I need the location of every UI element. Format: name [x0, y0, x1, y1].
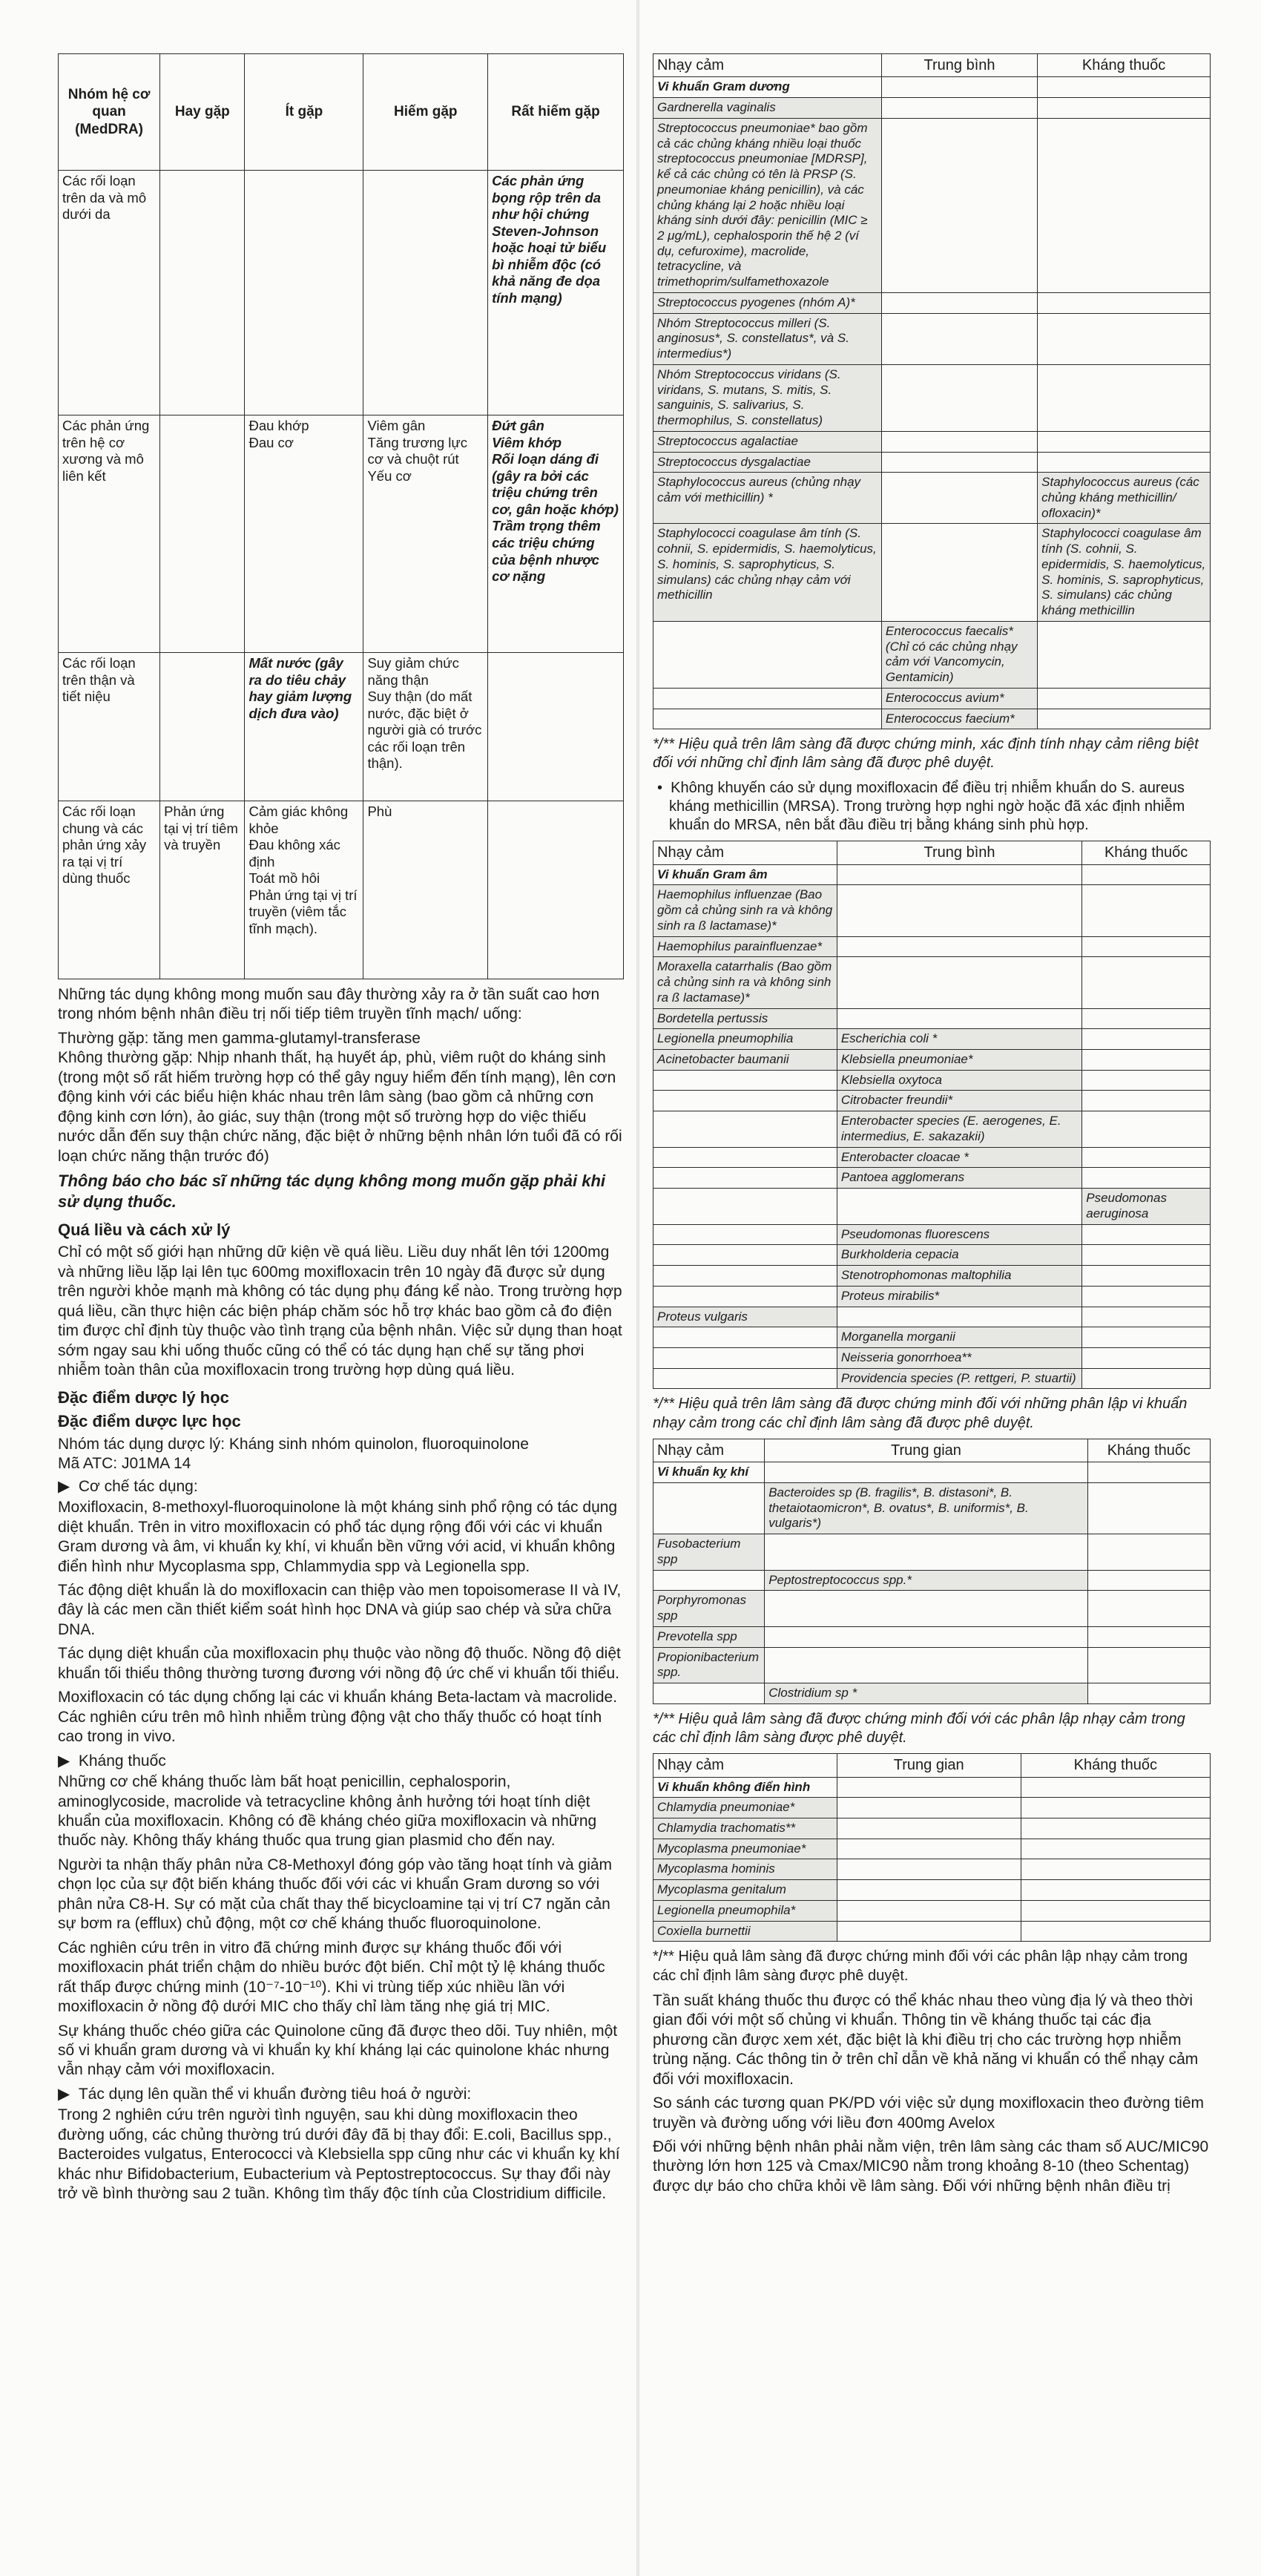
adr-cell-rare: [363, 171, 488, 415]
sus-row: [653, 885, 1211, 936]
sus-cell: Porphyromonas spp: [653, 1591, 765, 1626]
paragraph: Đối với những bệnh nhân phải nằm viện, trên lâm sàng các tham số AUC/MIC90 thường lớn hơn 125 và Cmax/MIC90 nằm trong khoảng 8-10 (theo Schentag) được dự báo cho chữa khỏi về lâm sàng. Đối với những bệnh nhân điều trị: [653, 2138, 1209, 2195]
sus-cell: [837, 1859, 1021, 1880]
sus-cell: [1082, 1286, 1211, 1307]
heading-pharmacodynamics: Đặc điểm dược lực học: [58, 1412, 241, 1431]
sus-cell: [1021, 1818, 1210, 1839]
sus-header-cell: Nhạy cảm: [653, 1439, 765, 1462]
sus-cell: [881, 452, 1037, 473]
sus-cell: [1082, 1224, 1211, 1245]
sus-cell: Burkholderia cepacia: [837, 1245, 1081, 1266]
sus-cell: [837, 1307, 1081, 1327]
sus-row: [653, 936, 1211, 957]
sus-cell: [1021, 1798, 1210, 1818]
sus-cell: [837, 1818, 1021, 1839]
sus-cell: Streptococcus pneumoniae* bao gồm cả các chủng kháng nhiều loại thuốc streptococcus pneumoniae [MDRSP], kể cả các chủng có tên là PRSP (S. pneumoniae kháng penicillin), và các chủng kháng lại 2 hoặc nhiều loại kháng sinh dưới đây: penicillin (MIC ≥ 2 μg/mL), cephalosporin thế hệ 2 (ví dụ, cefuroxime), macrolide, tetracycline, và trimethoprim/sulfamethoxazole: [653, 118, 882, 292]
sus-cell: Streptococcus dysgalactiae: [653, 452, 882, 473]
sus-cell: Pseudomonas fluorescens: [837, 1224, 1081, 1245]
sus-cell: [1082, 1049, 1211, 1070]
susceptibility-table-gram-negative: [653, 841, 1211, 1389]
sus-row: [653, 1091, 1211, 1111]
sus-cell: [653, 1347, 837, 1368]
sus-cell: Proteus vulgaris: [653, 1307, 837, 1327]
sus-row: [653, 1286, 1211, 1307]
adr-row: [59, 801, 624, 979]
adr-cell-organ: Các rối loạn trên thận và tiết niệu: [59, 653, 160, 801]
sus-cell: [881, 98, 1037, 119]
sus-cell: [837, 936, 1081, 957]
sus-row: [653, 98, 1211, 119]
sus-cell: Gardnerella vaginalis: [653, 98, 882, 119]
sus-group-label: Vi khuẩn không điển hình: [653, 1777, 837, 1798]
sus-cell: [765, 1626, 1088, 1647]
sus-cell: [837, 885, 1081, 936]
sus-cell: [881, 431, 1037, 452]
sus-group-label: Vi khuẩn Gram dương: [653, 77, 882, 98]
sus-cell: Acinetobacter baumanii: [653, 1049, 837, 1070]
sus-header-cell: Trung gian: [837, 1754, 1021, 1777]
adr-body: [59, 171, 624, 979]
sus-cell: Staphylococcus aureus (các chủng kháng methicillin/ ofloxacin)*: [1038, 473, 1211, 524]
paragraph: So sánh các tương quan PK/PD với việc sử dụng moxifloxacin theo đường tiêm truyền và đường uống với liều đơn 400mg Avelox: [653, 2094, 1205, 2132]
sus-row: [653, 688, 1211, 709]
sus-cell: [765, 1591, 1088, 1626]
left-column: [58, 53, 624, 2209]
adr-row: [59, 653, 624, 801]
sus-cell: [837, 1900, 1021, 1921]
sus-cell: Pseudomonas aeruginosa: [1082, 1189, 1211, 1224]
sus-cell: [1087, 1534, 1210, 1570]
sus-group-row: [653, 1462, 1211, 1483]
sus-row: [653, 1168, 1211, 1189]
adr-row: [59, 171, 624, 415]
sus-cell: [881, 313, 1037, 364]
sus-cell: [837, 1008, 1081, 1029]
sus-cell: [837, 957, 1081, 1008]
sus-row: [653, 1008, 1211, 1029]
sus-cell: [653, 1683, 765, 1704]
sus-row: [653, 473, 1211, 524]
sus-row: [653, 1266, 1211, 1287]
adr-cell-organ: Các rối loạn trên da và mô dưới da: [59, 171, 160, 415]
sus-row: [653, 1626, 1211, 1647]
paragraph: Các nghiên cứu trên in vitro đã chứng minh được sự kháng thuốc đối với moxifloxacin phát triển chậm do nhiều bước đột biến. Chỉ một tỷ lệ kháng thuốc rất thấp được chứng minh (10⁻⁷-10⁻¹⁰). Khi vi trùng tiếp xúc nhiều lần với moxifloxacin ở nồng độ dưới MIC cho thấy chỉ làm tăng nhẹ giá trị MIC.: [58, 1939, 605, 2016]
sus-cell: Providencia species (P. rettgeri, P. stuartii): [837, 1368, 1081, 1389]
sus-cell: Enterococcus faecium*: [881, 709, 1037, 729]
sus-row: [653, 1880, 1211, 1901]
sus-row: [653, 452, 1211, 473]
sus-cell: [653, 1266, 837, 1287]
sus-group-row: [653, 77, 1211, 98]
sus-row: [653, 292, 1211, 313]
sus-cell: [1038, 452, 1211, 473]
sus-row: [653, 1921, 1211, 1942]
adr-header-rare: Hiếm gặp: [363, 54, 488, 171]
triangle-bullet-icon: ▶: [58, 1752, 79, 1770]
sus-cell: [1021, 1839, 1210, 1859]
paragraph: Moxifloxacin có tác dụng chống lại các vi khuẩn kháng Beta-lactam và macrolide. Các nghiên cứu trên mô hình nhiễm trùng động vật cho thấy thuốc có hoạt tính cao trong in vivo.: [58, 1689, 618, 1746]
adr-cell-common: [160, 415, 245, 653]
sus-cell: Klebsiella oxytoca: [837, 1070, 1081, 1091]
adr-cell-very-rare: [488, 801, 624, 979]
bullet-dot-icon: •: [657, 779, 671, 796]
atc-code: Mã ATC: J01MA 14: [58, 1455, 191, 1473]
sus-cell: Haemophilus parainfluenzae*: [653, 936, 837, 957]
sus-header-cell: Trung gian: [765, 1439, 1088, 1462]
adr-header-organ: Nhóm hệ cơ quan (MedDRA): [59, 54, 160, 171]
sus-cell: [1087, 1647, 1210, 1683]
adr-cell-uncommon: Mất nước (gây ra do tiêu chảy hay giảm lượng dịch đưa vào): [245, 653, 363, 801]
sus-cell: [653, 688, 882, 709]
sus-row: [653, 1189, 1211, 1224]
sus-cell: [1038, 688, 1211, 709]
sus-header-cell: Nhạy cảm: [653, 841, 837, 864]
sus-row: [653, 709, 1211, 729]
sus-header-cell: Nhạy cảm: [653, 54, 882, 77]
table-footnote: */** Hiệu quả trên lâm sàng đã được chứng minh, xác định tính nhạy cảm riêng biệt đối với những chỉ định lâm sàng đã được phê duyệt.: [653, 736, 1199, 772]
sus-cell: [1038, 364, 1211, 431]
sus-cell: Enterococcus faecalis* (Chỉ có các chủng nhạy cảm với Vancomycin, Gentamicin): [881, 621, 1037, 688]
sus-row: [653, 118, 1211, 292]
sus-row: [653, 621, 1211, 688]
sus-cell: [1021, 1921, 1210, 1942]
sus-cell: [1087, 1570, 1210, 1591]
sus-header-row: [653, 54, 1211, 77]
sus-cell: [653, 1091, 837, 1111]
adr-cell-rare: Viêm gân Tăng trương lực cơ và chuột rút Yếu cơ: [363, 415, 488, 653]
triangle-bullet-icon: ▶: [58, 2085, 79, 2103]
sus-cell: Propionibacterium spp.: [653, 1647, 765, 1683]
sus-cell: [653, 1286, 837, 1307]
paragraph: Nhóm tác dụng dược lý: Kháng sinh nhóm quinolon, fluoroquinolone: [58, 1435, 529, 1453]
heading-overdose: Quá liều và cách xử lý: [58, 1220, 231, 1239]
sus-cell: [1082, 1307, 1211, 1327]
sus-row: [653, 1591, 1211, 1626]
paragraph: Trong 2 nghiên cứu trên người tình nguyện, sau khi dùng moxifloxacin theo đường uống, các chủng thường trú dưới đây đã bị thay đổi: E.coli, Bacillus spp., Bacteroides vulgatus, Enterococci và Klebsiella spp cũng như các vi khuẩn kỵ khí khác như Bifidobacterium, Eubacterium và Peptostreptococcus. Sự thay đổi này trở về bình thường sau 2 tuần. Không tìm thấy độc tính của Clostridium difficile.: [58, 2106, 620, 2203]
subheading-mechanism: ▶ Cơ chế tác dụng:: [58, 1477, 198, 1495]
sus-cell: [1021, 1880, 1210, 1901]
sus-header-cell: Kháng thuốc: [1087, 1439, 1210, 1462]
sus-header-cell: Kháng thuốc: [1021, 1754, 1210, 1777]
sus-cell: Clostridium sp *: [765, 1683, 1088, 1704]
table-footnote: */** Hiệu quả lâm sàng đã được chứng minh đối với các phân lập nhạy cảm trong các chỉ định lâm sàng được phê duyệt.: [653, 1948, 1188, 1984]
sus-cell: [1082, 1008, 1211, 1029]
sus-row: [653, 1347, 1211, 1368]
paragraph: Những tác dụng không mong muốn sau đây thường xảy ra ở tần suất cao hơn trong nhóm bệnh nhân điều trị nối tiếp tiêm truyền tĩnh mạch/ uống:: [58, 986, 600, 1023]
sus-row: [653, 524, 1211, 621]
sus-cell: [653, 1245, 837, 1266]
adr-cell-common: [160, 171, 245, 415]
paragraph: Những cơ chế kháng thuốc làm bất hoạt penicillin, cephalosporin, aminoglycoside, macrolide và tetracycline không ảnh hưởng tới hoạt tính diệt khuẩn của moxifloxacin. Không có đề kháng chéo giữa moxifloxacin và những thuốc này. Không thấy kháng thuốc qua trung gian plasmid cho đến nay.: [58, 1773, 597, 1850]
sus-row: [653, 1900, 1211, 1921]
sus-cell: [881, 292, 1037, 313]
mrsa-bullet: • Không khuyến cáo sử dụng moxifloxacin để điều trị nhiễm khuẩn do S. aureus kháng methicillin (MRSA). Trong trường hợp nghi ngờ hoặc đã xác định nhiễm khuẩn do MRSA, nên bắt đầu điều trị bằng kháng sinh phù hợp.: [657, 779, 1185, 834]
sus-cell: [881, 524, 1037, 621]
sus-cell: [837, 1880, 1021, 1901]
sus-cell: Staphylococci coagulase âm tính (S. cohnii, S. epidermidis, S. haemolyticus, S. hominis, S. saprophyticus, S. simulans) các chủng kháng methicillin: [1038, 524, 1211, 621]
sus-cell: [1082, 885, 1211, 936]
sus-row: [653, 1839, 1211, 1859]
sus-cell: [1087, 1683, 1210, 1704]
sus-cell: [1082, 1168, 1211, 1189]
sus-cell: [653, 1570, 765, 1591]
sus-cell: [1082, 1029, 1211, 1050]
adr-cell-organ: Các phản ứng trên hệ cơ xương và mô liên kết: [59, 415, 160, 653]
paragraph: Người ta nhận thấy phân nửa C8-Methoxyl đóng góp vào tăng hoạt tính và giảm chọn lọc của sự đột biến kháng thuốc đối với các vi khuẩn Gram dương so với phân nửa C8-H. Sự có mặt của chất thay thế bicycloamine tại vị trí C7 ngăn cản sự bơm ra (efflux) chủ động, một cơ chế kháng thuốc fluoroquinolone.: [58, 1856, 613, 1933]
paragraph: Tần suất kháng thuốc thu được có thể khác nhau theo vùng địa lý và theo thời gian đối với một số chủng vi khuẩn. Thông tin về kháng thuốc tại các địa phương cần được xem xét, đặc biệt là khi điều trị cho các trường hợp nhiễm trùng nặng. Các thông tin ở trên chỉ dẫn về khả năng vi khuẩn có thể nhạy cảm đối với moxifloxacin.: [653, 1991, 1199, 2088]
adr-cell-very-rare: [488, 653, 624, 801]
sus-cell: [653, 1189, 837, 1224]
sus-cell: [1082, 1245, 1211, 1266]
sus-cell: [1038, 431, 1211, 452]
sus-cell: [881, 118, 1037, 292]
sus-cell: [837, 1839, 1021, 1859]
sus-cell: [1082, 1368, 1211, 1389]
sus-cell: [837, 1921, 1021, 1942]
sus-header-cell: Trung bình: [881, 54, 1037, 77]
sus-row: [653, 1147, 1211, 1168]
sus-header-cell: Kháng thuốc: [1038, 54, 1211, 77]
sus-cell: [653, 1111, 837, 1147]
sus-row: [653, 1111, 1211, 1147]
sus-row: [653, 1798, 1211, 1818]
paragraph: Tác động diệt khuẩn là do moxifloxacin can thiệp vào men topoisomerase II và IV, đây là các men cần thiết kiểm soát hình học DNA và giúp sao chép và sửa chữa DNA.: [58, 1582, 622, 1638]
adr-cell-rare: Phù: [363, 801, 488, 979]
susceptibility-table-atypical: [653, 1753, 1211, 1942]
sus-cell: [1082, 1091, 1211, 1111]
sus-row: [653, 364, 1211, 431]
sus-row: [653, 431, 1211, 452]
sus-row: [653, 1224, 1211, 1245]
sus-cell: [653, 709, 882, 729]
sus-cell: Neisseria gonorrhoea**: [837, 1347, 1081, 1368]
sus-cell: [1082, 957, 1211, 1008]
sus-cell: [765, 1534, 1088, 1570]
adr-cell-uncommon: [245, 171, 363, 415]
sus-row: [653, 1070, 1211, 1091]
paragraph: Không thường gặp: Nhịp nhanh thất, hạ huyết áp, phù, viêm ruột do kháng sinh (trong một số rất hiếm trường hợp có thể gây nguy hiểm đến tính mạng), lên cơn động kinh với các biểu hiện khác nhau trên lâm sàng (bao gồm cả những cơn động kinh cơn lớn), ảo giác, suy thận (trong một số trường hợp do việc thiếu nước dẫn đến suy thận chức năng, đặc biệt ở những bệnh nhân lớn tuổi đã có rối loạn chức năng thận trước đó): [58, 1049, 622, 1165]
subheading-gut-flora: ▶ Tác dụng lên quần thể vi khuẩn đường tiêu hoá ở người:: [58, 2085, 472, 2103]
sus-cell: Nhóm Streptococcus milleri (S. anginosus*, S. constellatus*, và S. intermedius*): [653, 313, 882, 364]
sus-cell: [653, 1482, 765, 1534]
sus-cell: Mycoplasma genitalum: [653, 1880, 837, 1901]
sus-cell: Enterococcus avium*: [881, 688, 1037, 709]
paragraph: Tác dụng diệt khuẩn của moxifloxacin phụ thuộc vào nồng độ thuốc. Nồng độ diệt khuẩn tối thiểu thông thường tương đương với nồng độ ức chế vi khuẩn tối thiểu.: [58, 1645, 621, 1682]
paragraph: Sự kháng thuốc chéo giữa các Quinolone cũng đã được theo dõi. Tuy nhiên, một số vi khuẩn gram dương và vi khuẩn kỵ khí kháng lại các quinolone khác nhưng vẫn nhạy cảm với moxifloxacin.: [58, 2022, 618, 2079]
sus-cell: [653, 1070, 837, 1091]
sus-cell: [881, 473, 1037, 524]
sus-cell: [653, 621, 882, 688]
sus-cell: Staphylococcus aureus (chủng nhạy cảm với methicillin) *: [653, 473, 882, 524]
sus-cell: Mycoplasma hominis: [653, 1859, 837, 1880]
sus-header-row: [653, 1439, 1211, 1462]
sus-row: [653, 1534, 1211, 1570]
sus-header-row: [653, 1754, 1211, 1777]
adr-header-uncommon: Ít gặp: [245, 54, 363, 171]
sus-cell: [1087, 1591, 1210, 1626]
sus-cell: [1082, 1111, 1211, 1147]
sus-header-cell: Kháng thuốc: [1082, 841, 1211, 864]
susceptibility-table-anaerobes: [653, 1439, 1211, 1704]
right-text-section: [653, 1991, 1211, 2197]
sus-cell: Pantoea agglomerans: [837, 1168, 1081, 1189]
sus-cell: Nhóm Streptococcus viridans (S. viridans, S. mutans, S. mitis, S. sanguinis, S. salivarius, S. thermophilus, S. constellatus): [653, 364, 882, 431]
sus-group-row: [653, 1777, 1211, 1798]
sus-row: [653, 1482, 1211, 1534]
sus-row: [653, 1327, 1211, 1348]
adr-header-row: [59, 54, 624, 171]
sus-cell: Legionella pneumophilia: [653, 1029, 837, 1050]
paragraph: Chỉ có một số giới hạn những dữ kiện về quá liều. Liều duy nhất lên tới 1200mg và những liều lặp lại lên tục 600mg moxifloxacin trên 10 ngày đã được sử dụng trên người khỏe mạnh mà không có tác dụng phụ đáng kể nào. Trong trường hợp quá liều, cần thực hiện các biện pháp chăm sóc hỗ trợ khác bao gồm cả đo điện tim được chỉ định tùy thuộc vào tình trạng của bệnh nhân. Việc sử dụng than hoạt sớm ngay sau khi uống thuốc cũng có thể có tác dụng hạn chế sự tăng phơi nhiễm toàn thân của moxifloxacin trong trường hợp dùng quá liều.: [58, 1243, 622, 1379]
sus-group-row: [653, 864, 1211, 885]
sus-cell: [1082, 1070, 1211, 1091]
sus-cell: [1038, 621, 1211, 688]
sus-row: [653, 1368, 1211, 1389]
triangle-bullet-icon: ▶: [58, 1477, 79, 1495]
sus-cell: [1082, 936, 1211, 957]
adr-cell-common: Phản ứng tại vị trí tiêm và truyền: [160, 801, 245, 979]
table-footnote: */** Hiệu quả trên lâm sàng đã được chứng minh đối với những phân lập vi khuẩn nhạy cảm trong các chỉ định lâm sàng đã được phê duyệt.: [653, 1396, 1188, 1431]
sus-cell: [653, 1147, 837, 1168]
sus-group-label: Vi khuẩn Gram âm: [653, 864, 837, 885]
sus-cell: Escherichia coli *: [837, 1029, 1081, 1050]
adr-header-very-rare: Rất hiếm gặp: [488, 54, 624, 171]
sus-cell: [1082, 1147, 1211, 1168]
sus-row: [653, 1049, 1211, 1070]
sus-cell: Stenotrophomonas maltophilia: [837, 1266, 1081, 1287]
adverse-text-section: [58, 985, 624, 2204]
sus-cell: [1087, 1626, 1210, 1647]
adr-cell-uncommon: Cảm giác không khỏe Đau không xác định Toát mồ hôi Phản ứng tại vị trí truyền (viêm tắc tĩnh mạch).: [245, 801, 363, 979]
adr-row: [59, 415, 624, 653]
sus-row: [653, 1307, 1211, 1327]
sus-cell: [1082, 1327, 1211, 1348]
sus-cell: Morganella morganii: [837, 1327, 1081, 1348]
sus-cell: [881, 364, 1037, 431]
sus-cell: Peptostreptococcus spp.*: [765, 1570, 1088, 1591]
sus-cell: Proteus mirabilis*: [837, 1286, 1081, 1307]
paragraph: Thường gặp: tăng men gamma-glutamyl-transferase: [58, 1029, 421, 1047]
sus-header-row: [653, 841, 1211, 864]
sus-cell: Legionella pneumophila*: [653, 1900, 837, 1921]
sus-row: [653, 957, 1211, 1008]
sus-cell: [1021, 1859, 1210, 1880]
sus-cell: Fusobacterium spp: [653, 1534, 765, 1570]
sus-cell: Enterobacter species (E. aerogenes, E. intermedius, E. sakazakii): [837, 1111, 1081, 1147]
right-column: [653, 53, 1211, 2201]
sus-cell: [837, 1798, 1021, 1818]
sus-header-cell: Nhạy cảm: [653, 1754, 837, 1777]
sus-cell: [1038, 313, 1211, 364]
sus-cell: Staphylococci coagulase âm tính (S. cohnii, S. epidermidis, S. haemolyticus, S. hominis, S. saprophyticus, S. simulans) các chủng nhạy cảm với methicillin: [653, 524, 882, 621]
adr-cell-common: [160, 653, 245, 801]
sus-cell: Streptococcus agalactiae: [653, 431, 882, 452]
sus-cell: [1082, 1266, 1211, 1287]
adr-cell-uncommon: Đau khớp Đau cơ: [245, 415, 363, 653]
sus-cell: [653, 1327, 837, 1348]
subheading-resistance: ▶ Kháng thuốc: [58, 1752, 166, 1770]
sus-cell: [653, 1168, 837, 1189]
sus-cell: Coxiella burnettii: [653, 1921, 837, 1942]
sus-row: [653, 1859, 1211, 1880]
sus-cell: Streptococcus pyogenes (nhóm A)*: [653, 292, 882, 313]
adr-cell-organ: Các rối loạn chung và các phản ứng xảy ra tại vị trí dùng thuốc: [59, 801, 160, 979]
adr-cell-very-rare: Các phản ứng bọng rộp trên da như hội chứng Steven-Johnson hoặc hoại tử biểu bì nhiễm độc (có khả năng đe dọa tính mạng): [488, 171, 624, 415]
sus-cell: [765, 1647, 1088, 1683]
sus-cell: Prevotella spp: [653, 1626, 765, 1647]
sus-cell: [653, 1368, 837, 1389]
adr-cell-very-rare: Đứt gân Viêm khớp Rối loạn dáng đi (gây ra bởi các triệu chứng trên cơ, gân hoặc khớp) Trầm trọng thêm các triệu chứng của bệnh nhược cơ nặng: [488, 415, 624, 653]
sus-row: [653, 1029, 1211, 1050]
sus-cell: [1038, 709, 1211, 729]
sus-cell: [1087, 1482, 1210, 1534]
sus-cell: [1038, 98, 1211, 119]
report-notice: Thông báo cho bác sĩ những tác dụng không mong muốn gặp phải khi sử dụng thuốc.: [58, 1172, 606, 1211]
sus-cell: Haemophilus influenzae (Bao gồm cả chủng sinh ra và không sinh ra ß lactamase)*: [653, 885, 837, 936]
sus-row: [653, 313, 1211, 364]
sus-cell: [1082, 1347, 1211, 1368]
table-footnote: */** Hiệu quả lâm sàng đã được chứng minh đối với các phân lập nhạy cảm trong các chỉ định lâm sàng được phê duyệt.: [653, 1710, 1185, 1746]
sus-cell: Enterobacter cloacae *: [837, 1147, 1081, 1168]
sus-cell: [837, 1189, 1081, 1224]
sus-row: [653, 1570, 1211, 1591]
susceptibility-table-gram-positive: [653, 53, 1211, 729]
sus-cell: [1038, 118, 1211, 292]
adr-cell-rare: Suy giảm chức năng thận Suy thận (do mất nước, đặc biệt ở người già có trước các rối loạn trên thận).: [363, 653, 488, 801]
sus-cell: Chlamydia trachomatis**: [653, 1818, 837, 1839]
sus-cell: Mycoplasma pneumoniae*: [653, 1839, 837, 1859]
sus-header-cell: Trung bình: [837, 841, 1081, 864]
sus-cell: [1021, 1900, 1210, 1921]
sus-cell: Klebsiella pneumoniae*: [837, 1049, 1081, 1070]
sus-group-label: Vi khuẩn kỵ khí: [653, 1462, 765, 1483]
page-fold: [636, 0, 639, 2576]
sus-cell: [1038, 292, 1211, 313]
heading-pharmacology: Đặc điểm dược lý học: [58, 1388, 229, 1407]
sus-cell: Chlamydia pneumoniae*: [653, 1798, 837, 1818]
sus-row: [653, 1245, 1211, 1266]
paragraph: Moxifloxacin, 8-methoxyl-fluoroquinolone là một kháng sinh phổ rộng có tác dụng diệt khuẩn. Trên in vitro moxifloxacin có phổ tác dụng rộng đối với các vi khuẩn Gram dương và âm, vi khuẩn kỵ khí, vi khuẩn bền vững với acid, vi khuẩn không điển hình như Mycoplasma spp, Chlammydia spp và Legionella spp.: [58, 1499, 618, 1575]
sus-cell: Citrobacter freundii*: [837, 1091, 1081, 1111]
sus-cell: [653, 1224, 837, 1245]
sus-cell: Moraxella catarrhalis (Bao gồm cả chủng sinh ra và không sinh ra ß lactamase)*: [653, 957, 837, 1008]
adr-header-common: Hay gặp: [160, 54, 245, 171]
sus-cell: Bacteroides sp (B. fragilis*, B. distasoni*, B. thetaiotaomicron*, B. ovatus*, B. uniformis*, B. vulgaris*): [765, 1482, 1088, 1534]
sus-row: [653, 1683, 1211, 1704]
sus-row: [653, 1647, 1211, 1683]
sus-cell: Bordetella pertussis: [653, 1008, 837, 1029]
adverse-reactions-table: [58, 53, 624, 979]
sus-row: [653, 1818, 1211, 1839]
